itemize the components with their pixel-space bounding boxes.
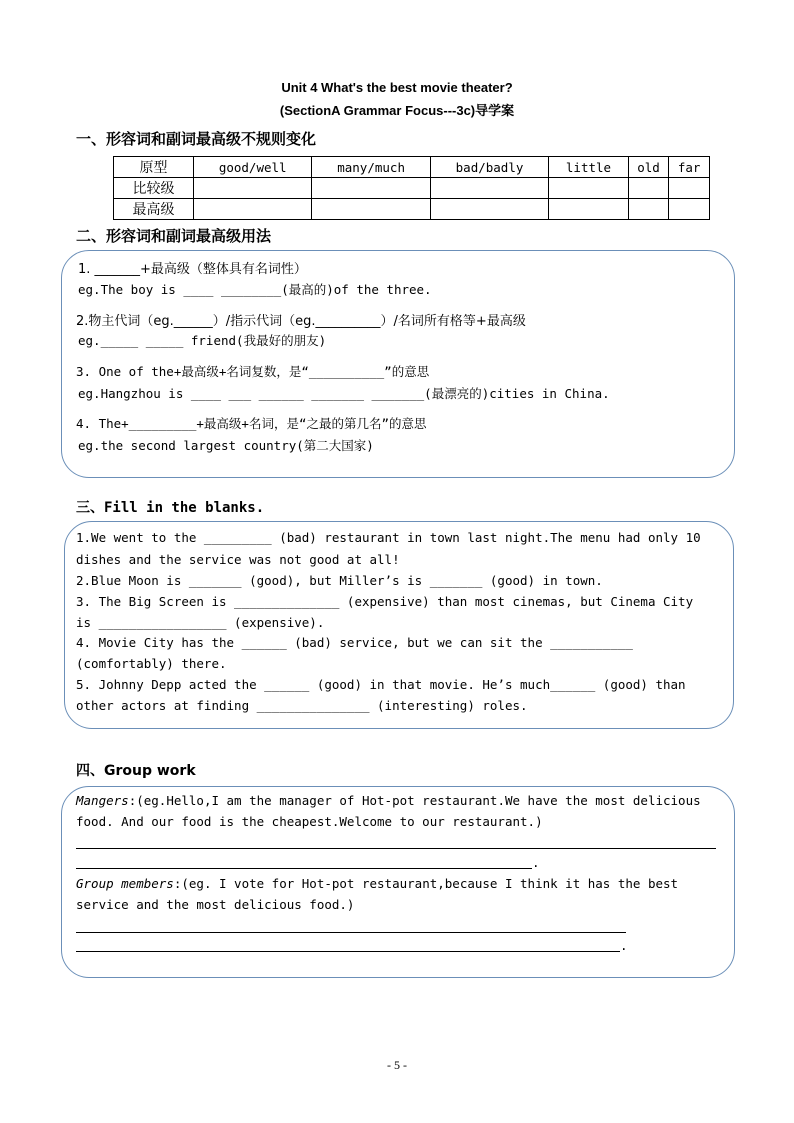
exercise-line: 4. Movie City has the ______ (bad) service, but we can sit the ___________ bbox=[76, 635, 633, 650]
row-header-base: 原型 bbox=[114, 157, 194, 178]
period-mark: . bbox=[620, 938, 628, 953]
exercise-line: 2.Blue Moon is _______ (good), but Miller’s is _______ (good) in town. bbox=[76, 573, 603, 588]
managers-label: Mangers bbox=[76, 793, 129, 808]
table-cell[interactable] bbox=[194, 178, 312, 199]
section1-heading: 一、形容词和副词最高级不规则变化 bbox=[76, 130, 317, 148]
table-cell[interactable] bbox=[312, 199, 430, 220]
exercise-line: 3. The Big Screen is ______________ (expensive) than most cinemas, but Cinema City bbox=[76, 594, 694, 609]
irregular-forms-table bbox=[113, 156, 710, 220]
exercise-line: is _________________ (expensive). bbox=[76, 615, 325, 630]
members-line-2: service and the most delicious food.) bbox=[76, 897, 355, 912]
managers-line-1: Mangers:(eg.Hello,I am the manager of Hot-pot restaurant.We have the most delicious bbox=[76, 793, 701, 808]
row-header-comparative: 比较级 bbox=[114, 178, 194, 199]
usage-item-2: 2.物主代词（eg.______）/指示代词（eg.__________）/名词所有格等+最高级 bbox=[76, 314, 526, 329]
column-header: far bbox=[669, 157, 710, 178]
table-row bbox=[114, 178, 710, 199]
table-row bbox=[114, 199, 710, 220]
usage-item-1: 1. _______+最高级（整体具有名词性） bbox=[78, 262, 307, 277]
column-header: many/much bbox=[312, 157, 430, 178]
column-header: good/well bbox=[194, 157, 312, 178]
exercise-line: dishes and the service was not good at all! bbox=[76, 552, 400, 567]
column-header: bad/badly bbox=[430, 157, 548, 178]
page-subtitle: (SectionA Grammar Focus---3c)导学案 bbox=[279, 103, 515, 118]
answer-line[interactable] bbox=[76, 932, 626, 933]
column-header: little bbox=[549, 157, 629, 178]
usage-example-3: eg.Hangzhou is ____ ___ ______ _______ _______(最漂亮的)cities in China. bbox=[78, 386, 610, 401]
section2-heading: 二、形容词和副词最高级用法 bbox=[76, 227, 272, 245]
exercise-line: 1.We went to the _________ (bad) restaurant in town last night.The menu had only 10 bbox=[76, 530, 701, 545]
period-mark: . bbox=[532, 855, 540, 870]
usage-example-2: eg._____ _____ friend(我最好的朋友) bbox=[78, 333, 327, 348]
usage-item-3: 3. One of the+最高级+名词复数，是“__________”的意思 bbox=[76, 364, 430, 379]
members-line-1: Group members:(eg. I vote for Hot-pot restaurant,because I think it has the best bbox=[76, 876, 679, 891]
table-cell[interactable] bbox=[549, 199, 629, 220]
table-cell[interactable] bbox=[312, 178, 430, 199]
members-label: Group members bbox=[76, 876, 174, 891]
section4-heading: 四、Group work bbox=[76, 763, 196, 779]
answer-line[interactable] bbox=[76, 951, 620, 952]
usage-item-4: 4. The+_________+最高级+名词，是“之最的第几名”的意思 bbox=[76, 416, 427, 431]
table-cell[interactable] bbox=[549, 178, 629, 199]
exercise-line: 5. Johnny Depp acted the ______ (good) in that movie. He’s much______ (good) than bbox=[76, 677, 686, 692]
column-header: old bbox=[628, 157, 669, 178]
table-cell[interactable] bbox=[628, 178, 669, 199]
table-cell[interactable] bbox=[194, 199, 312, 220]
table-cell[interactable] bbox=[430, 199, 548, 220]
answer-line[interactable] bbox=[76, 868, 532, 869]
exercise-line: (comfortably) there. bbox=[76, 656, 227, 671]
row-header-superlative: 最高级 bbox=[114, 199, 194, 220]
exercise-line: other actors at finding _______________ (interesting) roles. bbox=[76, 698, 528, 713]
table-cell[interactable] bbox=[430, 178, 548, 199]
answer-line[interactable] bbox=[76, 848, 716, 849]
page-number: - 5 - bbox=[387, 1058, 407, 1072]
usage-example-4: eg.the second largest country(第二大国家) bbox=[78, 438, 374, 453]
page-title: Unit 4 What's the best movie theater? bbox=[281, 80, 513, 95]
managers-line-2: food. And our food is the cheapest.Welcome to our restaurant.) bbox=[76, 814, 543, 829]
table-row bbox=[114, 157, 710, 178]
usage-example-1: eg.The boy is ____ ________(最高的)of the three. bbox=[78, 282, 432, 297]
section3-heading: 三、Fill in the blanks. bbox=[76, 500, 265, 516]
table-cell[interactable] bbox=[628, 199, 669, 220]
table-cell[interactable] bbox=[669, 178, 710, 199]
table-cell[interactable] bbox=[669, 199, 710, 220]
